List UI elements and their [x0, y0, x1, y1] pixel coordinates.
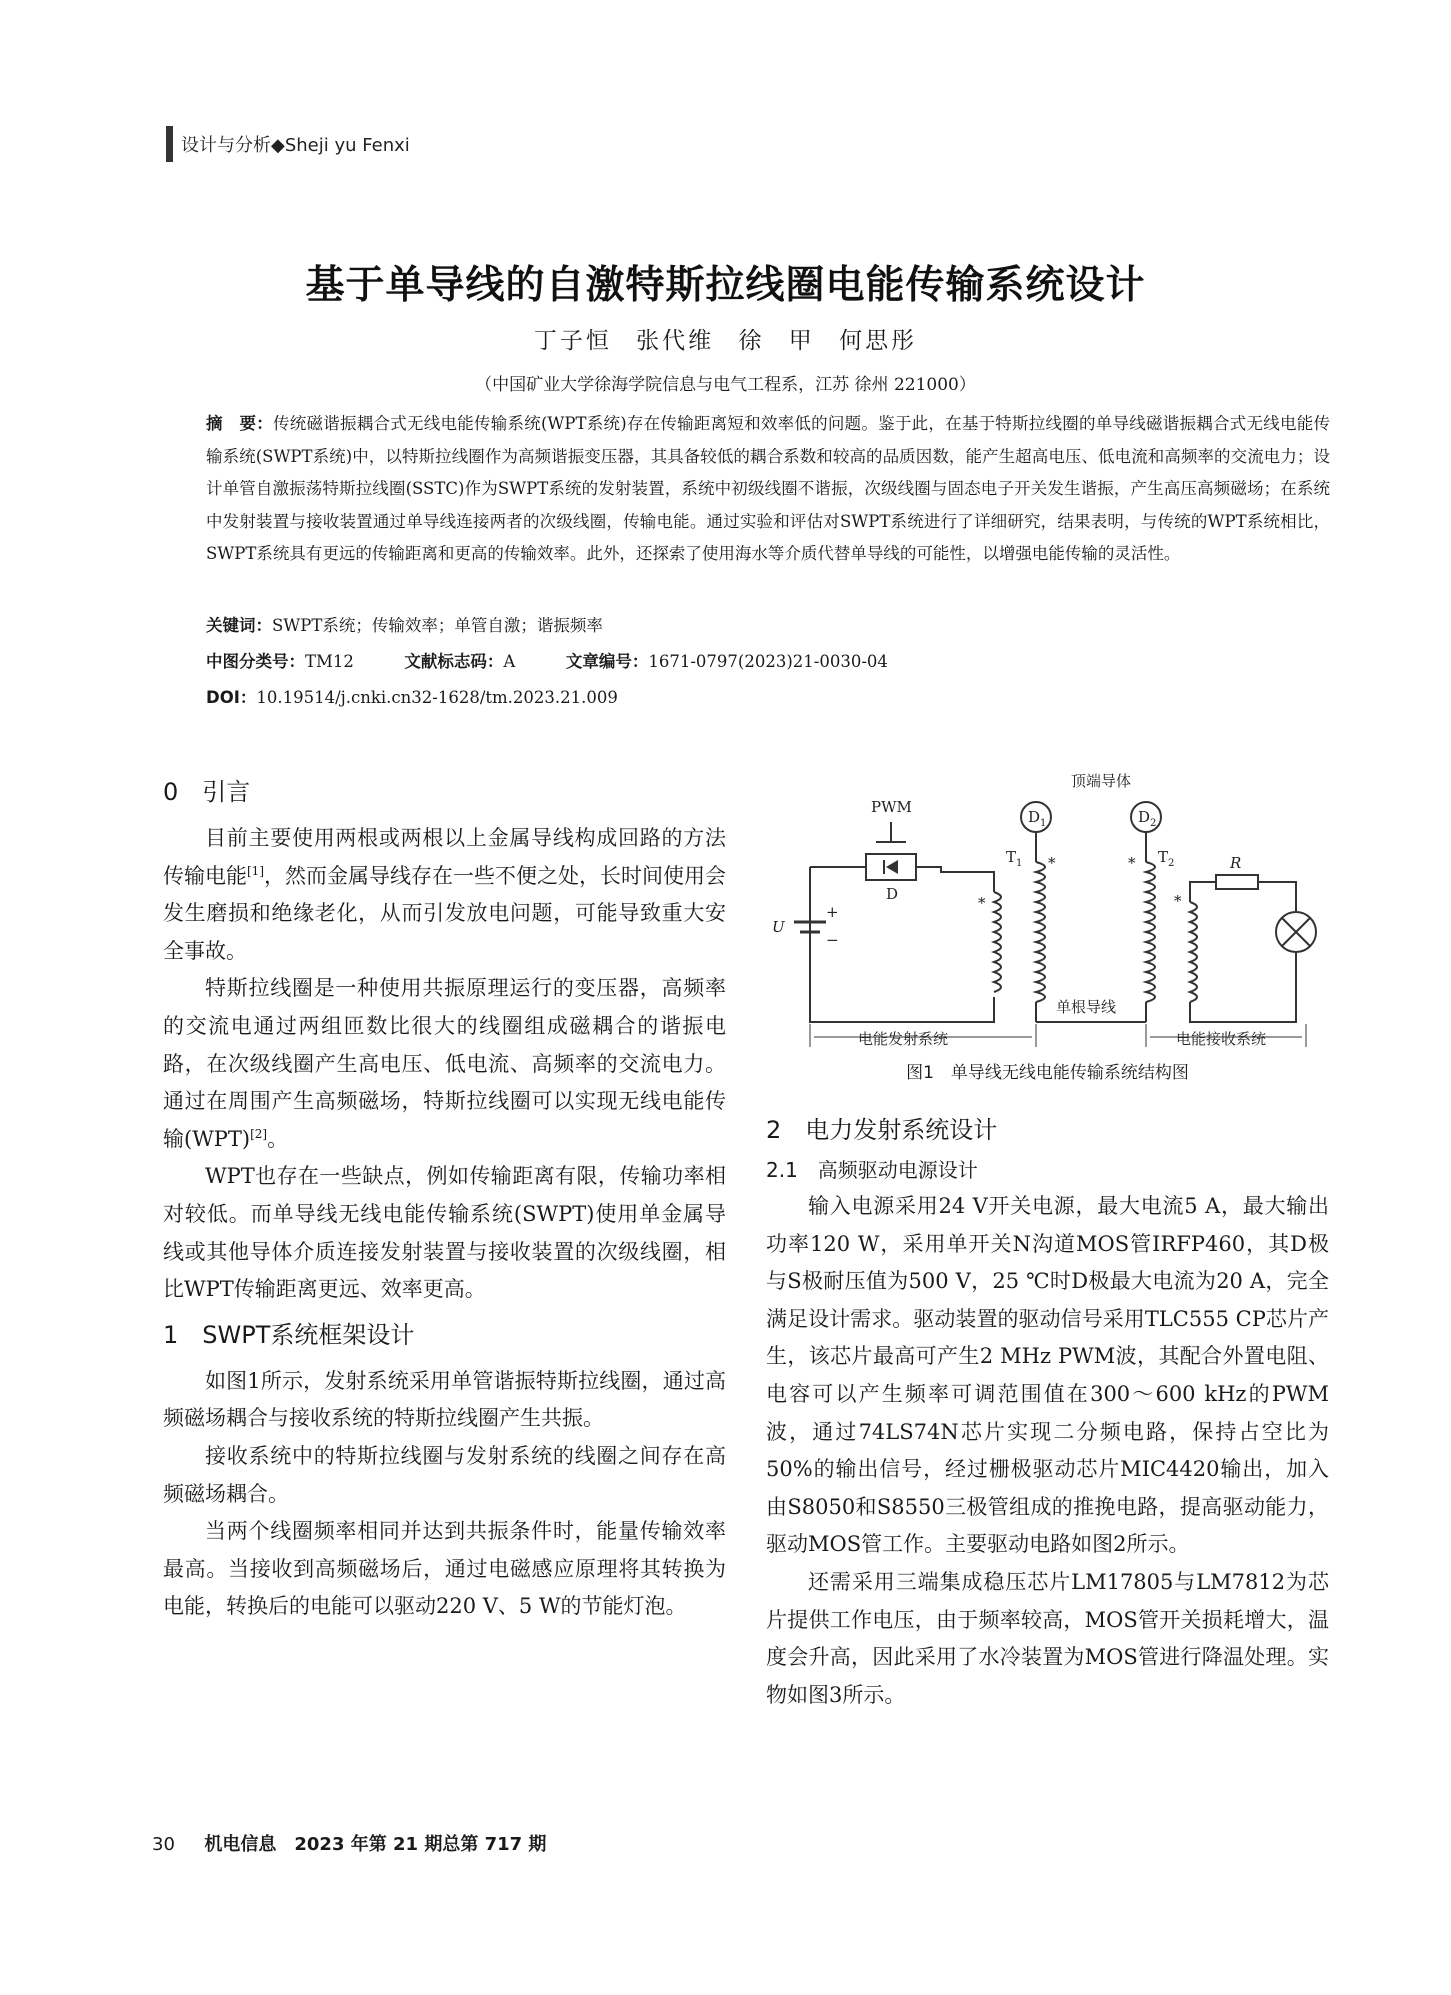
header-text: 设计与分析◆Sheji yu Fenxi [181, 135, 410, 156]
circuit-diagram [766, 772, 1329, 1054]
right-column [766, 1108, 1329, 1714]
doi-value: 10.19514/j.cnki.cn32-1628/tm.2023.21.009 [256, 688, 618, 707]
citation[interactable]: [2] [250, 1126, 268, 1141]
journal-info: 机电信息 2023 年第 21 期总第 717 期 [204, 1834, 547, 1855]
classification [206, 648, 888, 672]
label-pwm: PWM [871, 798, 912, 816]
page-footer [152, 1830, 546, 1856]
section-2-heading: 2 电力发射系统设计 [766, 1116, 998, 1144]
header-bar [166, 126, 173, 162]
page-number: 30 [152, 1834, 175, 1855]
label-voltage: U [772, 918, 785, 936]
running-header [166, 126, 410, 162]
doc-code-value: A [503, 652, 516, 671]
label-single-wire: 单根导线 [1056, 998, 1117, 1016]
label-receiver: 电能接收系统 [1176, 1030, 1267, 1048]
label-star: * [1128, 854, 1136, 872]
paragraph: 还需采用三端集成稳压芯片LM17805与LM7812为芯片提供工作电压，由于频率较高，MOS管开关损耗增大，温度会升高，因此采用了水冷装置为MOS管进行降温处理。实物如图3所示。 [766, 1569, 1329, 1707]
paper-title: 基于单导线的自激特斯拉线圈电能传输系统设计 [305, 263, 1146, 308]
label-top-conductor: 顶端导体 [1071, 772, 1132, 790]
paragraph: 如图1所示，发射系统采用单管谐振特斯拉线圈，通过高频磁场耦合与接收系统的特斯拉线圈产生共振。 [163, 1368, 726, 1431]
affiliation: （中国矿业大学徐海学院信息与电气工程系，江苏 徐州 221000） [475, 375, 976, 395]
paragraph: 当两个线圈频率相同并达到共振条件时，能量传输效率最高。当接收到高频磁场后，通过电磁感应原理将其转换为电能，转换后的电能可以驱动220 V、5 W的节能灯泡。 [163, 1519, 726, 1619]
clc-label: 中图分类号： [206, 652, 305, 671]
section-1-heading: 1 SWPT系统框架设计 [163, 1320, 415, 1349]
keywords [206, 612, 603, 636]
paragraph: 接收系统中的特斯拉线圈与发射系统的线圈之间存在高频磁场耦合。 [163, 1443, 726, 1506]
section-0-heading: 0 引言 [163, 778, 251, 806]
keywords-text: SWPT系统；传输效率；单管自激；谐振频率 [272, 616, 603, 635]
doi-label: DOI： [206, 688, 257, 707]
label-resistor: R [1230, 854, 1242, 872]
citation[interactable]: [1] [247, 863, 264, 878]
paragraph: WPT也存在一些缺点，例如传输距离有限，传输功率相对较低。而单导线无线电能传输系统(SWPT)使用单金属导线或其他导体介质连接发射装置与接收装置的次级线圈，相比WPT传输距离更远、效率更高。 [163, 1164, 726, 1302]
figure-1-caption: 图1 单导线无线电能传输系统结构图 [906, 1063, 1189, 1083]
paragraph: 目前主要使用两根或两根以上金属导线构成回路的方法传输电能[1]，然而金属导线存在一些不便之处，长时间使用会发生磨损和绝缘老化，从而引发放电问题，可能导致重大安全事故。 [163, 826, 726, 963]
label-t2: $T_2$ [1158, 848, 1175, 869]
authors: 丁子恒 张代维 徐 甲 何思彤 [533, 328, 918, 354]
doi [206, 684, 618, 708]
article-no-value: 1671-0797(2023)21-0030-04 [648, 652, 888, 671]
label-d2: $D_2$ [1138, 808, 1157, 829]
keywords-label: 关键词： [206, 616, 272, 635]
label-d1: $D_1$ [1028, 808, 1047, 829]
label-plus: + [826, 903, 839, 921]
section-2-1-heading: 2.1 高频驱动电源设计 [766, 1158, 978, 1182]
clc-value: TM12 [305, 652, 354, 671]
abstract-label: 摘 要： [206, 414, 273, 433]
article-no-label: 文章编号： [565, 652, 649, 671]
abstract-text: 传统磁谐振耦合式无线电能传输系统(WPT系统)存在传输距离短和效率低的问题。鉴于此，在基于特斯拉线圈的单导线磁谐振耦合式无线电能传输系统(SWPT系统)中，以特斯拉线圈作为高频谐振变压器，其具备较低的耦合系数和较高的品质因数，能产生超高电压、低电流和高频率的交流电力；设计单管自激振荡特斯拉线圈(SSTC)作为SWPT系统的发射装置，系统中初级线圈不谐振，次级线圈与固态电子开关发生谐振，产生高压高频磁场；在系统中发射装置与接收装置通过单导线连接两者的次级线圈，传输电能。通过实验和评估对SWPT系统进行了详细研究，结果表明，与传统的WPT系统相比，SWPT系统具有更远的传输距离和更高的传输效率。此外，还探索了使用海水等介质代替单导线的可能性，以增强电能传输的灵活性。 [206, 414, 1331, 563]
label-minus: − [826, 931, 839, 949]
label-star: * [1174, 892, 1182, 910]
paragraph: 输入电源采用24 V开关电源，最大电流5 A，最大输出功率120 W，采用单开关N沟道MOS管IRFP460，其D极与S极耐压值为500 V，25 ℃时D极最大电流为20 A，完全满足设计需求。驱动装置的驱动信号采用TLC555 CP芯片产生，该芯片最高可产生2 MHz PWM波，其配合外置电阻、电容可以产生频率可调范围值在300～600 kHz的PWM波，通过74LS74N芯片实现二分频电路，保持占空比为50%的输出信号，经过栅极驱动芯片MIC4420输出，加入由S8050和S8550三极管组成的推挽电路，提高驱动能力，驱动MOS管工作。主要驱动电路如图2所示。 [766, 1194, 1329, 1557]
label-star: * [1048, 854, 1056, 872]
figure-1 [766, 772, 1329, 1054]
label-t1: $T_1$ [1006, 848, 1023, 869]
label-star: * [978, 894, 986, 912]
paragraph: 特斯拉线圈是一种使用共振原理运行的变压器，高频率的交流电通过两组匝数比很大的线圈组成磁耦合的谐振电路，在次级线圈产生高电压、低电流、高频率的交流电力。通过在周围产生高频磁场，特斯拉线圈可以实现无线电能传输(WPT)[2]。 [163, 976, 726, 1151]
abstract [206, 408, 1330, 571]
label-diode: D [886, 885, 899, 903]
left-column [163, 770, 726, 1626]
doc-code-label: 文献标志码： [404, 652, 504, 671]
label-transmitter: 电能发射系统 [858, 1030, 949, 1048]
